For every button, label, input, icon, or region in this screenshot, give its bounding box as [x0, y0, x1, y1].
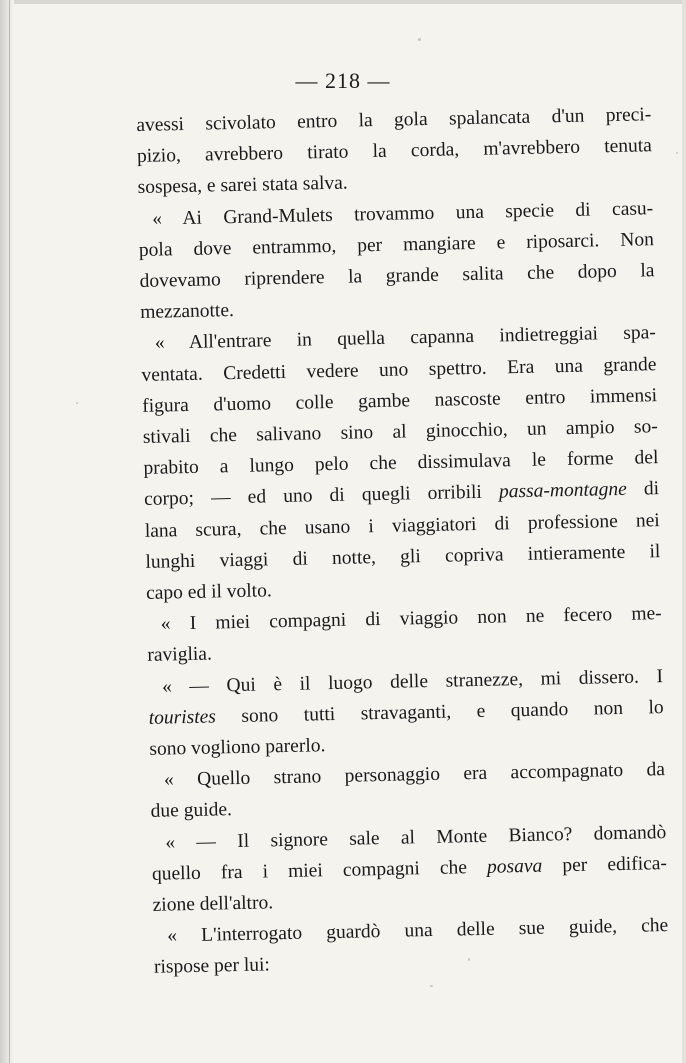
text-line: « Quello strano personaggio era accompagnato da	[163, 759, 666, 791]
text-line: zione dell'altro.	[152, 892, 274, 916]
text-segment: per edifica-	[562, 852, 668, 877]
text-line: lana scura, che usano i viaggiatori di professione nei	[144, 509, 660, 542]
body-text	[136, 99, 669, 983]
text-line: « — Il signore sale al Monte Bianco? domandò	[165, 821, 667, 854]
text-line: pola dove entrammo, per mangiare e riposarci. Non	[138, 228, 655, 261]
text-line: due guide.	[150, 799, 233, 823]
italic-term: passa-montagne	[498, 479, 627, 503]
text-line: stivali che salivano sino al ginocchio, un ampio so-	[142, 416, 658, 448]
text-segment: corpo; — ed uno di quegli orribili	[143, 482, 483, 511]
paper-speck	[676, 152, 678, 154]
paper-speck	[430, 985, 433, 987]
text-line: raviglia.	[147, 643, 213, 667]
page-left-edge	[0, 0, 14, 1063]
italic-term: posava	[486, 855, 543, 878]
text-line: sono vogliono parerlo.	[149, 735, 326, 760]
page-right-edge	[682, 0, 686, 1063]
text-line: mezzanotte.	[140, 300, 235, 324]
page-top-edge	[0, 0, 686, 4]
text-line: « — Qui è il luogo delle stranezze, mi dissero. I	[161, 665, 664, 698]
text-line: prabito a lungo pelo che dissimulava le forme del	[143, 447, 659, 480]
text-line: pizio, avrebbero tirato la corda, m'avrebbero tenuta	[136, 135, 653, 168]
italic-term: touristes	[148, 706, 217, 729]
paper-speck	[418, 38, 421, 41]
text-segment: sono tutti stravaganti, e quando non lo	[241, 696, 664, 727]
text-segment: di	[643, 478, 660, 500]
text-line: rispose per lui:	[153, 954, 271, 979]
text-line: « Ai Grand-Mulets trovammo una specie di casu-	[152, 197, 654, 230]
text-line: sospesa, e sarei stata salva.	[137, 172, 348, 199]
text-line: avessi scivolato entro la gola spalancata d'un preci-	[136, 104, 652, 136]
text-line: dovevamo riprendere la grande salita che dopo la	[139, 260, 655, 292]
paper-speck	[76, 402, 78, 404]
text-line: « L'interrogato guardò una delle sue guide, che	[167, 915, 669, 947]
text-line: « I miei compagni di viaggio non ne fecero me-	[160, 603, 662, 635]
text-line: « All'entrare in quella capanna indietreggiai spa-	[154, 322, 657, 355]
page-gutter-line	[9, 0, 10, 1063]
text-line: lunghi viaggi di notte, gli copriva intieramente il	[145, 540, 661, 573]
text-segment: quello fra i miei compagni che	[151, 857, 468, 885]
text-line: capo ed il volto.	[145, 580, 272, 604]
text-line: ventata. Credetti vedere uno spettro. Era una grande	[141, 353, 657, 386]
text-line: figura d'uomo colle gambe nascoste entro immensi	[141, 384, 658, 417]
page-number: — 218 —	[295, 68, 391, 93]
